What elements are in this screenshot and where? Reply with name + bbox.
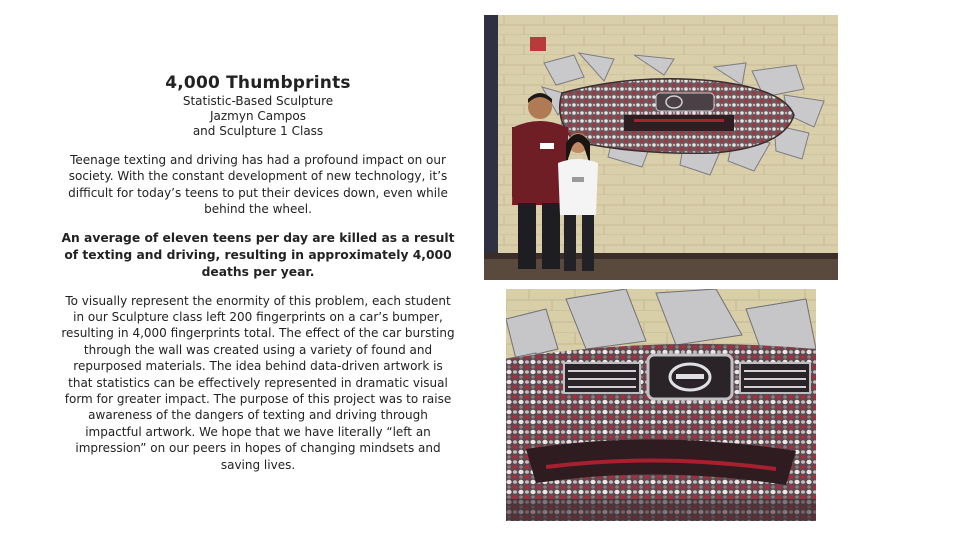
sculpture-with-students-photo bbox=[484, 15, 838, 280]
subtitle-line-1: Statistic-Based Sculpture bbox=[182, 94, 334, 108]
statistic-paragraph: An average of eleven teens per day are killed as a result of texting and driving, resulting in approximately 4,000 deaths per year. bbox=[61, 230, 455, 279]
subtitle-line-2: Jazmyn Campos bbox=[209, 109, 307, 123]
page-title: 4,000 Thumbprints bbox=[165, 73, 351, 93]
description-paragraph: To visually represent the enormity of this problem, each student in our Sculpture class left 200 fingerprints on a car’s bumper, resulting in 4,000 fingerprints total. The effect of the car bursting through the wall was created using a variety of found and repurposed materials. The idea behind data-driven artwork is that statistics can be effectively represented in dramatic visual form for greater impact. The purpose of this project was to raise awareness of the dangers of texting and driving through impactful artwork. We hope that we have literally “left an impression” on our peers in hopes of changing mindsets and saving lives. bbox=[61, 293, 455, 472]
subtitle-line-3: and Sculpture 1 Class bbox=[192, 124, 324, 138]
intro-paragraph: Teenage texting and driving has had a profound impact on our society. With the constant development of new technology, it’s difficult for today’s teens to put their devices down, even while behind the wheel. bbox=[68, 153, 448, 217]
car-grille-closeup-photo bbox=[506, 289, 816, 521]
text-column bbox=[60, 72, 456, 473]
